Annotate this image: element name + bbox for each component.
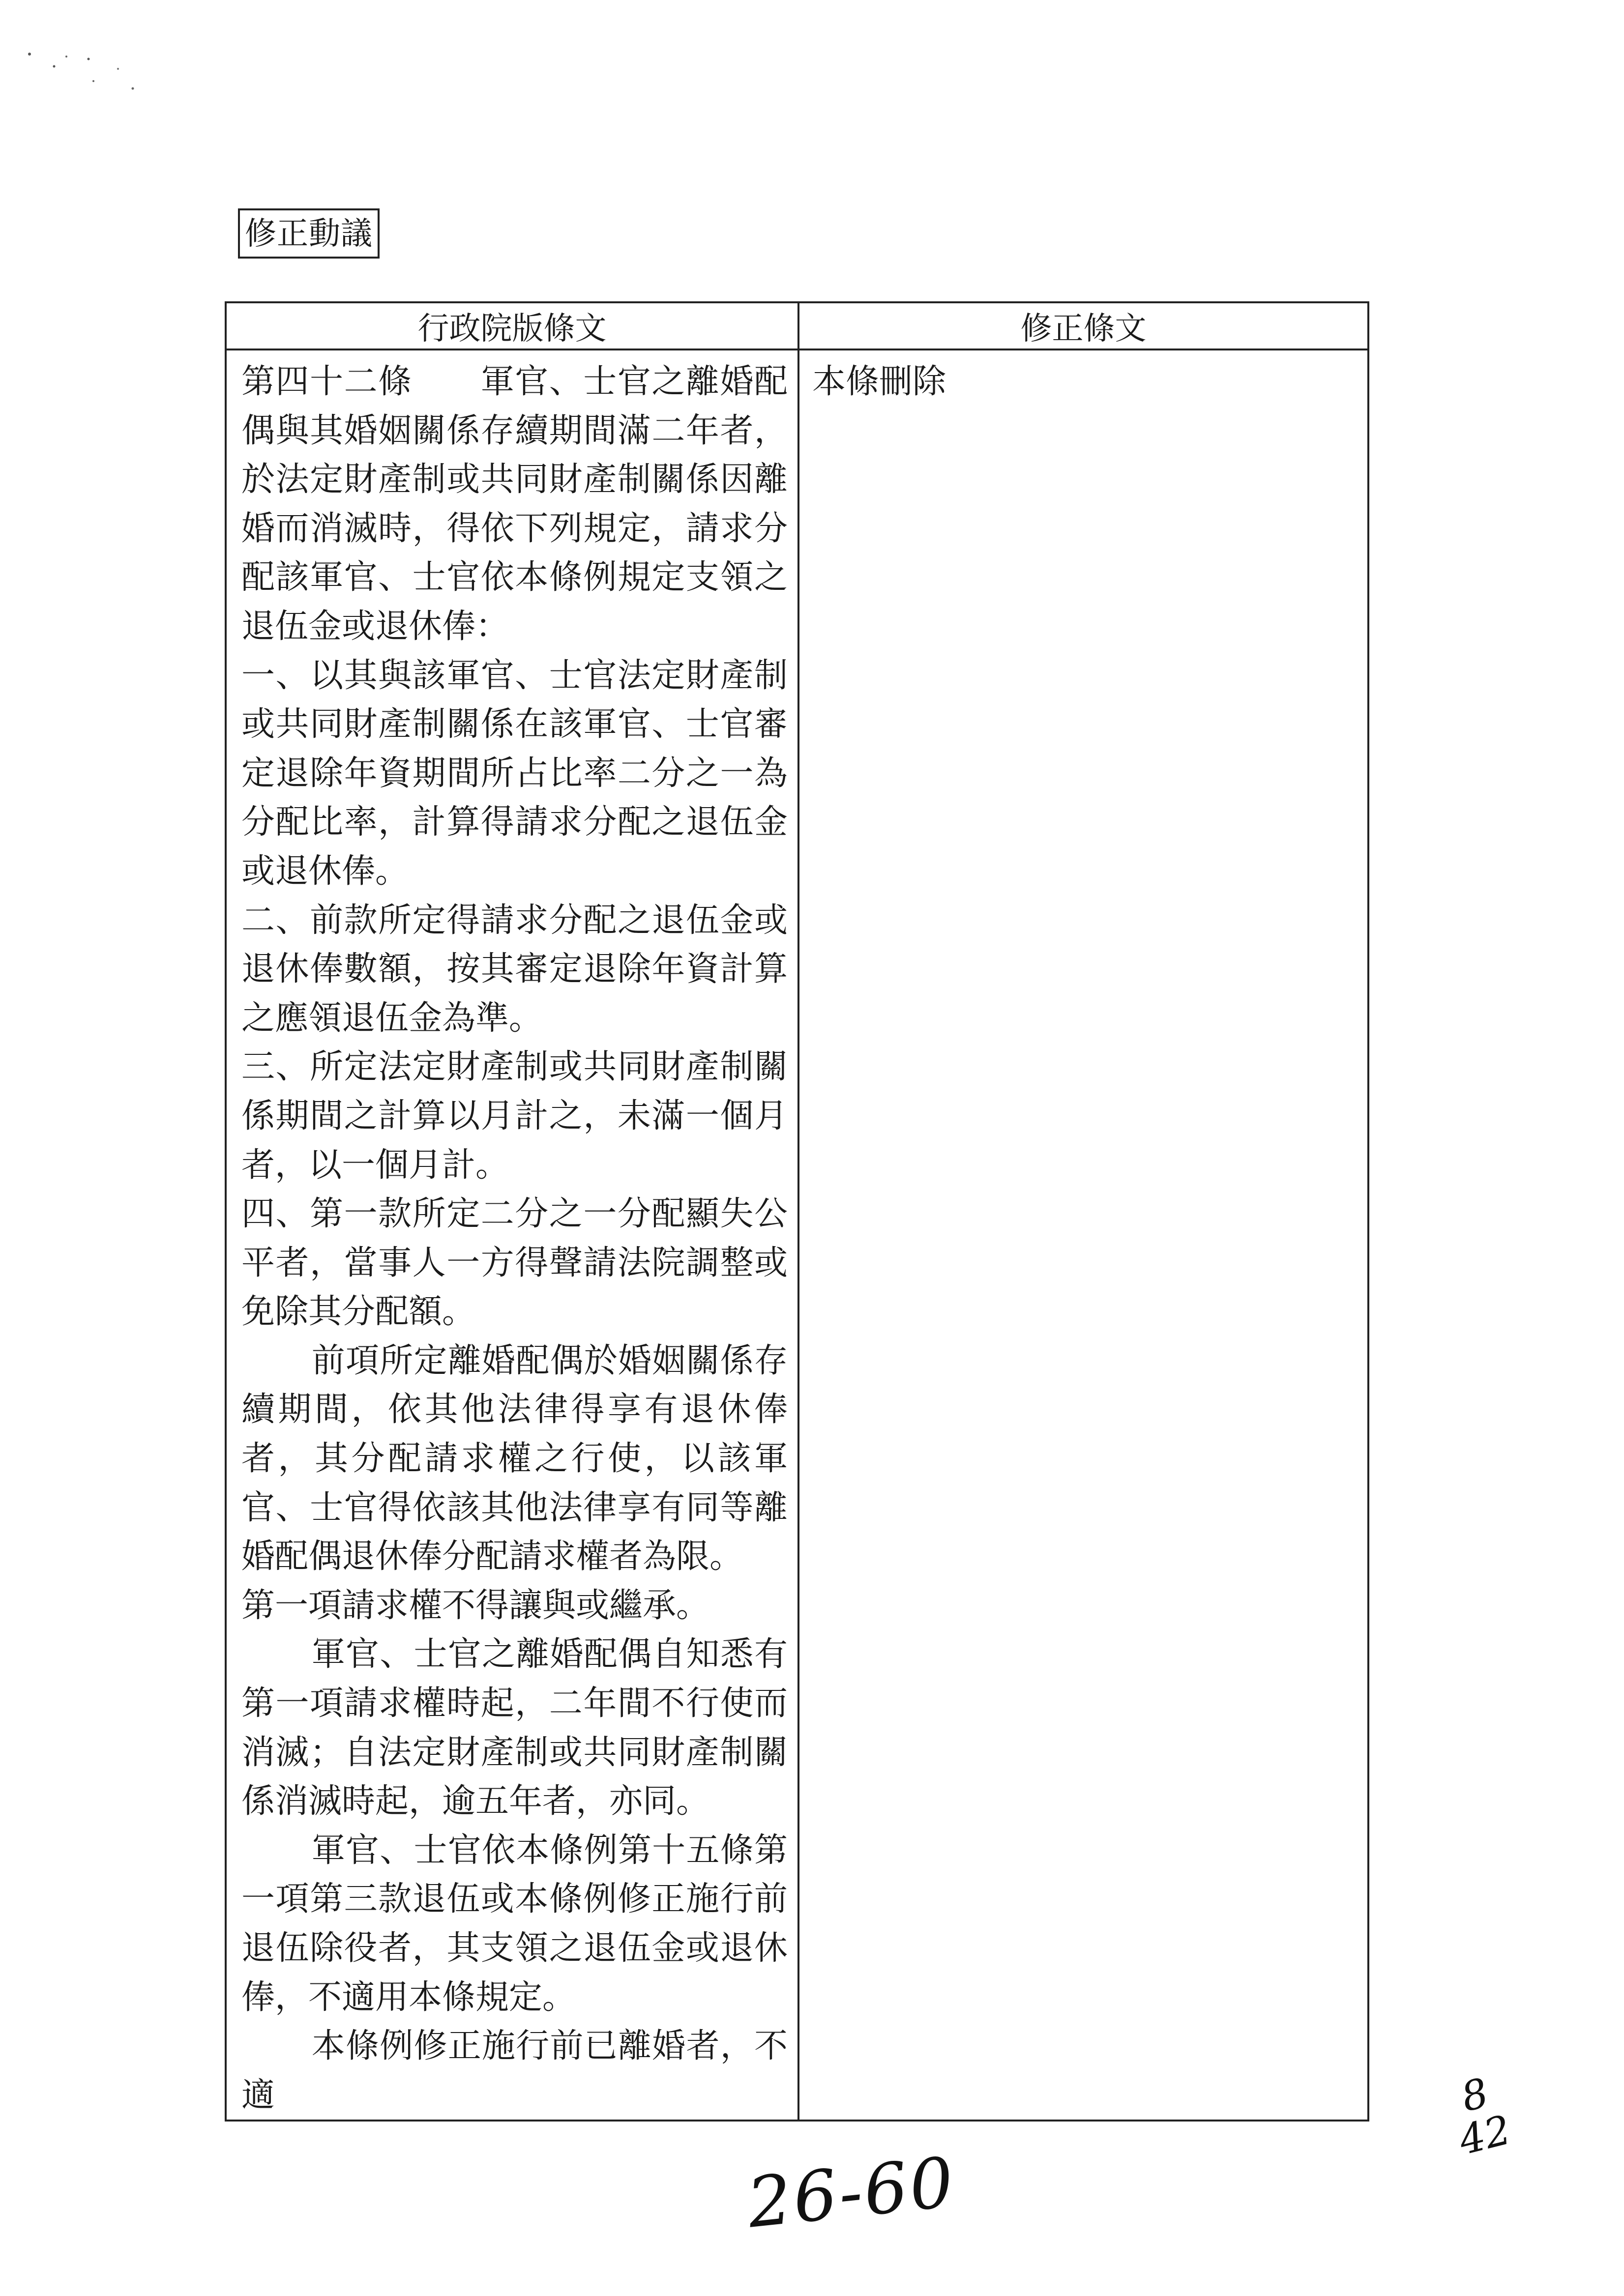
scan-speck-marks	[20, 39, 167, 118]
article-paragraph: 第四十二條 軍官、士官之離婚配偶與其婚姻關係存續期間滿二年者，於法定財產制或共同財產制關係因離婚而消滅時，得依下列規定，請求分配該軍官、士官依本條例規定支領之退伍金或退休俸：	[241, 362, 788, 646]
handwritten-page-number: 26-60	[743, 2142, 959, 2244]
header-executive-yuan-version: 行政院版條文	[226, 302, 798, 349]
article-paragraph: 第一項請求權不得讓與或繼承。	[241, 1586, 710, 1625]
article-comparison-table	[225, 301, 1369, 2122]
executive-yuan-article-text	[227, 350, 797, 2120]
amended-article-cell	[798, 349, 1368, 2121]
executive-yuan-article-cell	[226, 349, 798, 2121]
article-paragraph: 四、第一款所定二分之一分配顯失公平者，當事人一方得聲請法院調整或免除其分配額。	[241, 1194, 788, 1332]
amended-article-text: 本條刪除	[812, 362, 946, 401]
article-paragraph: 軍官、士官依本條例第十五條第一項第三款退伍或本條例修正施行前退伍除役者，其支領之退伍金或退休俸，不適用本條規定。	[241, 1831, 788, 2017]
article-paragraph: 本條例修正施行前已離婚者，不適	[241, 2027, 788, 2115]
article-paragraph: 前項所定離婚配偶於婚姻關係存續期間，依其他法律得享有退休俸者，其分配請求權之行使，以該軍官、士官得依該其他法律享有同等離婚配偶退休俸分配請求權者為限。	[241, 1341, 788, 1576]
handwritten-corner-note: 8 42	[1454, 2069, 1516, 2164]
article-paragraph: 一、以其與該軍官、士官法定財產制或共同財產制關係在該軍官、士官審定退除年資期間所占比率二分之一為分配比率，計算得請求分配之退伍金或退休俸。	[241, 656, 788, 891]
table-header-row	[226, 302, 1368, 349]
table-body-row	[226, 349, 1368, 2121]
article-paragraph: 軍官、士官之離婚配偶自知悉有第一項請求權時起，二年間不行使而消滅；自法定財產制或共同財產制關係消滅時起，逾五年者，亦同。	[241, 1635, 788, 1821]
header-amended-article: 修正條文	[798, 302, 1368, 349]
article-paragraph: 三、所定法定財產制或共同財產制關係期間之計算以月計之，未滿一個月者，以一個月計。	[241, 1047, 788, 1185]
article-paragraph: 二、前款所定得請求分配之退伍金或退休俸數額，按其審定退除年資計算之應領退伍金為準。	[241, 901, 788, 1038]
motion-label: 修正動議	[238, 208, 380, 259]
